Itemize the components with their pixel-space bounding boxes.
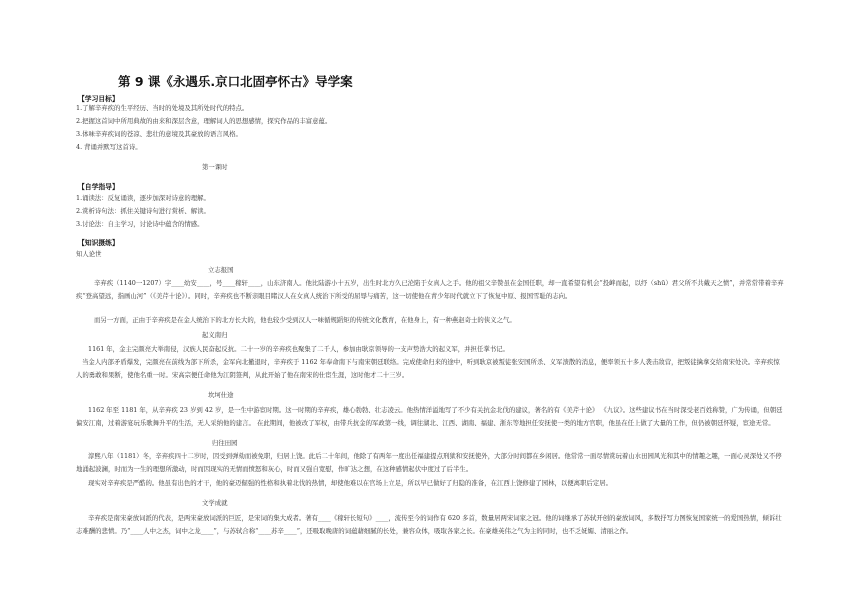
goals-heading: 【学习目标】: [78, 95, 119, 103]
guide-item: 3.讨论法：自主学习，讨论诗中蕴含的情感。: [76, 220, 204, 228]
section-paragraph: 现实对辛弃疾是严酷的。他虽有出色的才干，他的豪迈倔强的性格和执着北伐的热情，却使他难以在官场上立足，所以早已做好了归隐的准备，在江西上饶修建了园林，以便离职后定居。: [88, 479, 613, 487]
section-subtitle: 归往田园: [212, 439, 238, 447]
section-paragraph: 辛弃疾（1140一1207）字____幼安____，号____稼轩____，山东济南人。他比陆游小十五岁，出生时北方久已沦陷于女真人之手。他的祖父辛赞虽在金国任职，却一直希望有机会“投衅而起，以纾（shū）君父所不共戴天之愤”，并常常带着辛弃疾“登高望远，指画山河”（《美芹十论》）。同时，辛弃疾也不断亲眼目睹汉人在女真人统治下所受的屈辱与痛苦，这一切使他在青少年时代就立下了恢复中原、报国雪耻的志向。: [76, 279, 784, 300]
guide-item: 1.诵读法：反复诵读，逐步加深对诗意的理解。: [76, 194, 210, 202]
guide-item: 2.赏析诗句法：抓住关键诗句进行赏析、解读。: [76, 207, 210, 215]
section-subtitle: 起义南归: [202, 331, 228, 339]
section-paragraph: 1162 年至 1181 年，从辛弃疾 23 岁到 42 岁，是一生中游宦时期。这一时期的辛弃疾，雄心勃勃、壮志凌云。他热情洋溢地写了不少有关抗金北伐的建议，著名的有《美芹十论》 《九议》。这些建议书在当时深受老百姓称赞，广为传诵，但朝廷偏安江南，过着游宴玩乐歌舞升平的生活，无人采纳他的建言。 在此期间，他被改了军权，由带兵抗金的军政第一线，调往湖北、江西、湖南、福建、浙东等地担任安抚使一类的地方官职，他虽在任上做了大量的工作，但仍被朝廷怀疑，宦途无常。: [76, 406, 783, 427]
goal-item: 2.把握这首词中所用典故的由来和深层含意，理解词人的思想感情，探究作品的丰富意蕴。: [76, 117, 332, 125]
section-paragraph: 而另一方面，正由于辛弃疾是在金人统治下的北方长大的，他也较少受到汉人一味循规蹈矩的传统文化教育，在他身上，有一种燕赵奇士的侠义之气。: [94, 316, 516, 324]
first-lesson-label: 第一课时: [202, 163, 228, 171]
section-subtitle: 文学成就: [202, 499, 228, 507]
goal-item: 4. 背诵并默写这首诗。: [76, 143, 142, 151]
page-title: 第 9 课《永遇乐.京口北固亭怀古》导学案: [118, 74, 353, 89]
section-subtitle: 坎坷仕途: [208, 391, 234, 399]
section-paragraph: 1161 年，金主完颜亮大举南侵，汉族人民奋起反抗。二十一岁的辛弃疾也聚集了二千人，参加由耿京领导的一支声势浩大的起义军，并担任掌书记。: [88, 345, 509, 353]
practice-heading: 【知识摄练】: [78, 239, 119, 247]
section-paragraph: 辛弃疾是南宋豪放词派的代表，是两宋豪放词派的巨匠，是宋词的集大成者。著有____《稼轩长短句》____，流传至今的词作有 620 多首，数量居两宋词家之冠。他的词继承了苏轼开创的豪放词风，多数抒写力图恢复国家统一的爱国热情，倾诉壮志难酬的悲愤。乃“____人中之杰，词中之龙____”，与苏轼合称“____苏辛____”，还吸取晚唐的词蕴藉细腻的长处，兼容众体，吸取各家之长。在豪雄英伟之气为主的同时，也不乏妩媚、清丽之作。: [76, 514, 782, 535]
section-subtitle: 立志报国: [208, 266, 234, 274]
section-paragraph: 淳熙八年（1181）冬，辛弃疾四十二岁时，因受到弹劾而被免职，归居上饶。此后二十年间，他除了有两年一度出任福建提点刑狱和安抚使外，大部分时间都在乡闲居。他常常一面尽情赏玩着山水田园风光和其中的情趣之趣，一面心灵深处又不停地涌起波澜，时而为一生的理想所激动，时而因现实的无情而愤怒和灰心，时而又强自宽慰，作旷达之想，在这种感情起伏中度过了后半生。: [76, 452, 782, 473]
guide-heading: 【自学指导】: [78, 183, 119, 191]
practice-intro: 知人论世: [76, 250, 102, 258]
goal-item: 3.体味辛弃疾词的苍凉、悲壮的意境及其豪放的语言风格。: [76, 130, 242, 138]
section-paragraph: 当金人内部矛盾爆发，完颜亮在前线为部下所杀，金军向北撤退时，辛弃疾于 1162 年奉命南下与南宋朝廷联络。完成使命归来的途中，听到耿京被叛徒张安国所杀、义军溃散的消息，便率领五十多人袭击敌营，把叛徒擒拿交给南宋处决。辛弃疾惊人的勇敢和果断，使他名重一时。宋高宗便任命他为江阴签判，从此开始了他在南宋的仕宦生涯，这时他才二十三岁。: [76, 358, 780, 379]
goal-item: 1.了解辛弃疾的生平经历、当时的处境及其所处时代的特点。: [76, 104, 249, 112]
